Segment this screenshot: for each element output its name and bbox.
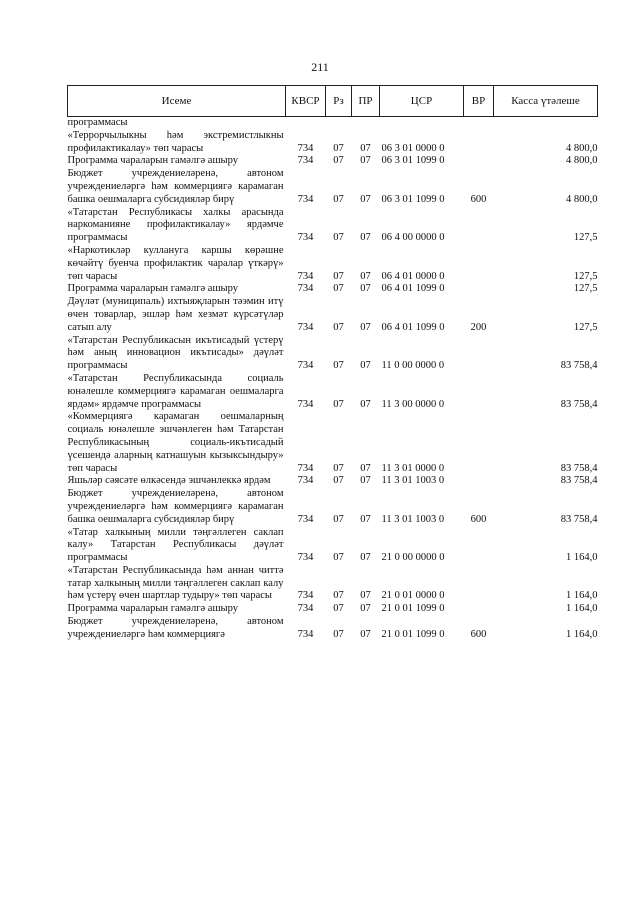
cell-csr: 11 3 01 1003 0 bbox=[381, 475, 445, 487]
cell-rz: 07 bbox=[333, 270, 344, 282]
cell-pr: 07 bbox=[360, 155, 371, 167]
header-pr: ПР bbox=[352, 86, 380, 117]
table-row bbox=[68, 475, 598, 488]
cell-name: «Террорчылыкны һәм экстремистлыкны профилактикалау» төп чарасы bbox=[67, 129, 284, 154]
cell-rz: 07 bbox=[333, 462, 344, 474]
cell-name: «Татар халкының милли тәңгәллеген саклап калу» Татарстан Республикасы дәүләт программасы bbox=[67, 526, 284, 564]
cell-kassa: 4 800,0 bbox=[566, 193, 598, 205]
cell-kassa: 127,5 bbox=[573, 270, 598, 282]
cell-rz: 07 bbox=[333, 360, 344, 372]
cell-rz: 07 bbox=[333, 603, 344, 615]
cell-vr bbox=[464, 565, 494, 603]
cell-kvsr: 734 bbox=[297, 321, 314, 333]
table-row bbox=[68, 335, 598, 373]
cell-kassa: 1 164,0 bbox=[566, 603, 598, 615]
cell-csr: 21 0 01 0000 0 bbox=[381, 590, 445, 602]
cell-vr bbox=[464, 130, 494, 156]
table-row bbox=[68, 117, 598, 130]
cell-pr: 07 bbox=[360, 462, 371, 474]
cell-name: Программа чараларын гамәлгә ашыру bbox=[67, 155, 238, 167]
cell-name: Бюджет учреждениеләренә, автоном учреждениеләргә һәм коммерциягә bbox=[67, 616, 284, 640]
cell-name: Программа чараларын гамәлгә ашыру bbox=[67, 603, 238, 615]
cell-pr: 07 bbox=[360, 590, 371, 602]
cell-vr bbox=[464, 155, 494, 168]
cell-vr bbox=[464, 117, 494, 130]
cell-kvsr: 734 bbox=[297, 193, 314, 205]
cell-csr: 06 4 01 1099 0 bbox=[381, 321, 445, 333]
cell-csr: 06 3 01 0000 0 bbox=[381, 142, 445, 154]
cell-rz: 07 bbox=[333, 232, 344, 244]
cell-kassa bbox=[494, 117, 598, 130]
cell-kvsr: 734 bbox=[297, 475, 314, 487]
cell-csr: 11 3 01 0000 0 bbox=[381, 462, 445, 474]
cell-pr: 07 bbox=[360, 142, 371, 154]
cell-kassa: 127,5 bbox=[573, 283, 598, 295]
cell-kassa: 83 758,4 bbox=[560, 360, 598, 372]
table-row bbox=[68, 411, 598, 475]
header-kvsr: КВСР bbox=[286, 86, 326, 117]
cell-pr: 07 bbox=[360, 232, 371, 244]
cell-csr: 11 3 01 1003 0 bbox=[381, 513, 445, 525]
cell-pr: 07 bbox=[360, 360, 371, 372]
cell-vr bbox=[464, 245, 494, 283]
cell-rz: 07 bbox=[333, 155, 344, 167]
cell-kassa: 83 758,4 bbox=[560, 462, 598, 474]
table-row bbox=[68, 565, 598, 603]
table-row bbox=[68, 296, 598, 334]
table-row bbox=[68, 283, 598, 296]
table-row bbox=[68, 488, 598, 526]
cell-kvsr: 734 bbox=[297, 398, 314, 410]
cell-csr: 06 4 01 0000 0 bbox=[381, 270, 445, 282]
cell-kvsr bbox=[286, 117, 326, 130]
cell-kassa: 4 800,0 bbox=[566, 142, 598, 154]
cell-rz: 07 bbox=[333, 283, 344, 295]
cell-pr: 07 bbox=[360, 270, 371, 282]
cell-csr bbox=[380, 117, 464, 130]
cell-kvsr: 734 bbox=[297, 142, 314, 154]
cell-kassa: 127,5 bbox=[573, 321, 598, 333]
cell-pr: 07 bbox=[360, 628, 371, 640]
cell-pr: 07 bbox=[360, 475, 371, 487]
cell-rz: 07 bbox=[333, 552, 344, 564]
cell-kvsr: 734 bbox=[297, 360, 314, 372]
cell-vr bbox=[464, 411, 494, 475]
header-name: Исеме bbox=[68, 86, 286, 117]
cell-kassa: 1 164,0 bbox=[566, 628, 598, 640]
cell-name: Дәүләт (муниципаль) ихтыяҗларын тәэмин итү өчен товарлар, эшләр һәм хезмәт күрсәтүләр сатып алу bbox=[67, 296, 284, 333]
cell-kassa: 83 758,4 bbox=[560, 398, 598, 410]
cell-csr: 11 0 00 0000 0 bbox=[381, 360, 445, 372]
header-csr: ЦСР bbox=[380, 86, 464, 117]
cell-vr: 600 bbox=[470, 513, 487, 525]
header-rz: Рз bbox=[326, 86, 352, 117]
table-header bbox=[68, 86, 598, 117]
cell-csr: 21 0 01 1099 0 bbox=[381, 603, 445, 615]
cell-csr: 21 0 00 0000 0 bbox=[381, 552, 445, 564]
table-row bbox=[68, 373, 598, 411]
cell-kassa: 4 800,0 bbox=[566, 155, 598, 167]
cell-kassa: 1 164,0 bbox=[566, 590, 598, 602]
cell-vr bbox=[464, 475, 494, 488]
cell-csr: 06 4 01 1099 0 bbox=[381, 283, 445, 295]
cell-name: Бюджет учреждениеләренә, автоном учреждениеләргә һәм коммерциягә карамаган башка оешмаларга субсидияләр бирү bbox=[67, 488, 284, 525]
table-row bbox=[68, 168, 598, 206]
cell-kassa: 83 758,4 bbox=[560, 513, 598, 525]
page-number: 211 bbox=[311, 60, 329, 74]
cell-name: «Коммерциягә карамаган оешмаларның социаль юнәлешле эшчәнлеген һәм Татарстан Республикасының социаль-икътисадый үсешендә аларның катнашуын кызыксындыру» төп чарасы bbox=[67, 411, 284, 474]
cell-rz: 07 bbox=[333, 475, 344, 487]
cell-csr: 06 3 01 1099 0 bbox=[381, 193, 445, 205]
cell-csr: 21 0 01 1099 0 bbox=[381, 628, 445, 640]
budget-table bbox=[67, 85, 598, 642]
table-body bbox=[68, 117, 598, 642]
cell-pr: 07 bbox=[360, 513, 371, 525]
header-vr: ВР bbox=[464, 86, 494, 117]
cell-name: Яшьләр сәясәте өлкәсендә эшчәнлеккә ярдәм bbox=[67, 475, 271, 487]
cell-rz: 07 bbox=[333, 193, 344, 205]
cell-name: Программа чараларын гамәлгә ашыру bbox=[67, 283, 238, 295]
cell-pr: 07 bbox=[360, 193, 371, 205]
cell-vr bbox=[464, 373, 494, 411]
table-row bbox=[68, 603, 598, 616]
cell-name: «Наркотикләр куллануга каршы көрәшне көчәйтү буенча профилактик чаралар үткәрү» төп чарасы bbox=[67, 244, 284, 282]
cell-vr bbox=[464, 527, 494, 565]
cell-pr: 07 bbox=[360, 321, 371, 333]
cell-kvsr: 734 bbox=[297, 513, 314, 525]
cell-vr: 200 bbox=[470, 321, 487, 333]
cell-pr: 07 bbox=[360, 398, 371, 410]
cell-kassa: 83 758,4 bbox=[560, 475, 598, 487]
cell-name: «Татарстан Республикасы халкы арасында наркоманияне профилактикалау» ярдәмче программасы bbox=[67, 206, 284, 244]
cell-rz: 07 bbox=[333, 142, 344, 154]
cell-csr: 06 4 00 0000 0 bbox=[381, 232, 445, 244]
cell-name: программасы bbox=[67, 117, 128, 128]
header-kassa: Касса үтәлеше bbox=[494, 86, 598, 117]
cell-kassa: 127,5 bbox=[573, 232, 598, 244]
cell-rz: 07 bbox=[333, 513, 344, 525]
cell-vr bbox=[464, 603, 494, 616]
table-row bbox=[68, 245, 598, 283]
table-row bbox=[68, 527, 598, 565]
table-row bbox=[68, 207, 598, 245]
cell-csr: 11 3 00 0000 0 bbox=[381, 398, 445, 410]
cell-rz: 07 bbox=[333, 398, 344, 410]
cell-name: «Татарстан Республикасында һәм аннан читтә татар халкының милли тәңгәллеген саклап калу һәм үстерү өчен шартлар тудыру» төп чарасы bbox=[67, 564, 284, 602]
cell-kvsr: 734 bbox=[297, 283, 314, 295]
cell-kvsr: 734 bbox=[297, 552, 314, 564]
cell-vr bbox=[464, 207, 494, 245]
table-row bbox=[68, 130, 598, 156]
cell-vr bbox=[464, 335, 494, 373]
cell-pr: 07 bbox=[360, 552, 371, 564]
cell-vr: 600 bbox=[470, 193, 487, 205]
cell-rz bbox=[326, 117, 352, 130]
cell-rz: 07 bbox=[333, 628, 344, 640]
cell-kvsr: 734 bbox=[297, 590, 314, 602]
table-row bbox=[68, 616, 598, 642]
cell-kvsr: 734 bbox=[297, 462, 314, 474]
table-row bbox=[68, 155, 598, 168]
cell-pr: 07 bbox=[360, 283, 371, 295]
cell-kvsr: 734 bbox=[297, 232, 314, 244]
cell-name: Бюджет учреждениеләренә, автоном учреждениеләргә һәм коммерциягә карамаган башка оешмаларга субсидияләр бирү bbox=[67, 168, 284, 205]
cell-vr: 600 bbox=[470, 628, 487, 640]
cell-kvsr: 734 bbox=[297, 270, 314, 282]
cell-vr bbox=[464, 283, 494, 296]
cell-csr: 06 3 01 1099 0 bbox=[381, 155, 445, 167]
cell-name: «Татарстан Республикасында социаль юнәлешле коммерциягә карамаган оешмаларга ярдәм» ярдәмче программасы bbox=[67, 372, 284, 410]
cell-name: «Татарстан Республикасын икътисадый үстерү һәм аның инновацион икътисады» дәүләт программасы bbox=[67, 334, 284, 372]
cell-pr bbox=[352, 117, 380, 130]
cell-rz: 07 bbox=[333, 590, 344, 602]
cell-kvsr: 734 bbox=[297, 603, 314, 615]
cell-rz: 07 bbox=[333, 321, 344, 333]
cell-pr: 07 bbox=[360, 603, 371, 615]
cell-kassa: 1 164,0 bbox=[566, 552, 598, 564]
cell-kvsr: 734 bbox=[297, 628, 314, 640]
cell-kvsr: 734 bbox=[297, 155, 314, 167]
